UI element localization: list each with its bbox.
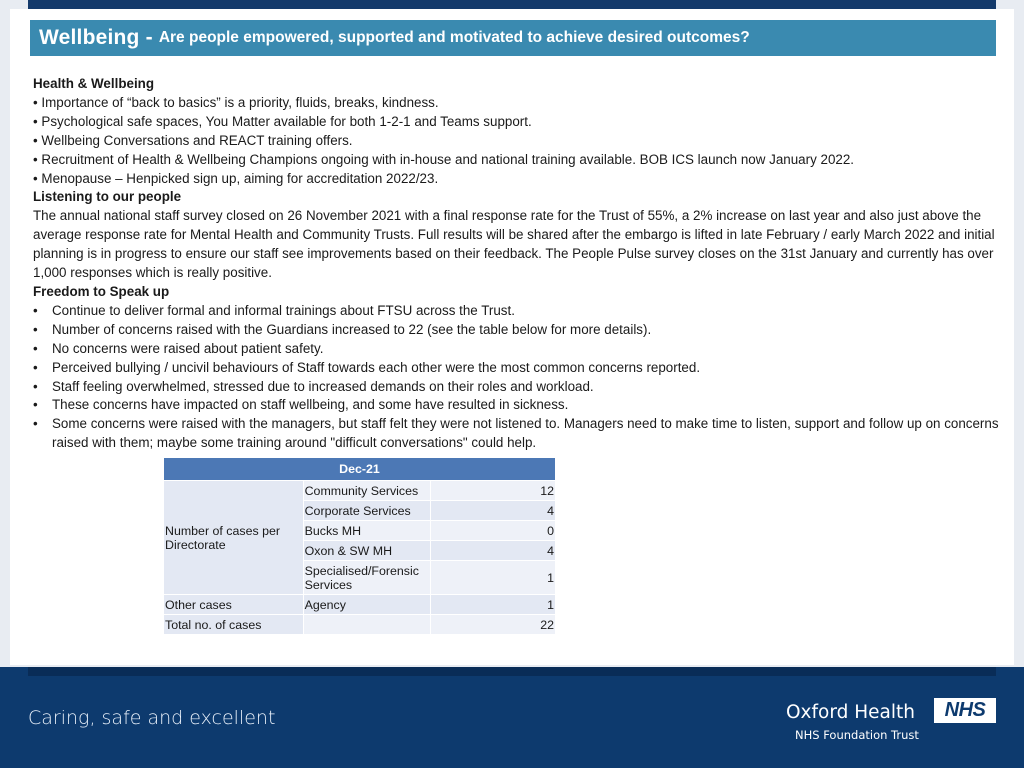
ftsu-item-text: Continue to deliver formal and informal trainings about FTSU across the Trust. <box>52 302 515 318</box>
ftsu-item <box>33 378 1001 397</box>
table-row <box>164 481 556 501</box>
footer-accent-line <box>28 667 996 676</box>
total-spacer <box>303 615 430 635</box>
other-cases-label: Other cases <box>164 595 304 615</box>
bullet: • <box>33 378 38 394</box>
ftsu-item <box>33 396 1001 415</box>
directorate-label: Number of cases per Directorate <box>164 481 304 595</box>
case-count: 12 <box>430 481 555 501</box>
ftsu-heading: Freedom to Speak up <box>33 283 170 299</box>
top-accent-bar <box>28 0 996 9</box>
health-item: • Wellbeing Conversations and REACT training offers. <box>33 132 353 148</box>
ftsu-item <box>33 321 1001 340</box>
title-bar <box>30 20 996 56</box>
case-count: 1 <box>430 595 555 615</box>
page-subtitle: Are people empowered, supported and motivated to achieve desired outcomes? <box>158 29 750 46</box>
case-count: 4 <box>430 541 555 561</box>
table-row <box>164 615 556 635</box>
footer-tagline: Caring, safe and excellent <box>28 707 276 729</box>
org-subtitle: NHS Foundation Trust <box>795 728 919 742</box>
bullet: • <box>33 302 38 318</box>
ftsu-item-text: Some concerns were raised with the managers, but staff felt they were not listened to. Managers need to make time to listen, support and follow up on concerns raised with them; maybe some training around "difficult conversations" could help. <box>52 416 999 451</box>
ftsu-item-text: Number of concerns raised with the Guardians increased to 22 (see the table below for more details). <box>52 321 652 337</box>
service-name: Community Services <box>303 481 430 501</box>
page-title: Wellbeing - <box>39 26 153 49</box>
health-item: • Psychological safe spaces, You Matter available for both 1-2-1 and Teams support. <box>33 113 532 129</box>
ftsu-item <box>33 415 1001 453</box>
listening-heading: Listening to our people <box>33 189 182 205</box>
total-count: 22 <box>430 615 555 635</box>
ftsu-item <box>33 340 1001 359</box>
case-count: 4 <box>430 501 555 521</box>
ftsu-item <box>33 359 1001 378</box>
table-header: Dec-21 <box>164 458 556 481</box>
service-name: Specialised/Forensic Services <box>303 561 430 595</box>
ftsu-item-text: These concerns have impacted on staff wellbeing, and some have resulted in sickness. <box>52 397 569 413</box>
table-row <box>164 595 556 615</box>
service-name: Oxon & SW MH <box>303 541 430 561</box>
content-body <box>33 75 1001 453</box>
case-count: 1 <box>430 561 555 595</box>
service-name: Agency <box>303 595 430 615</box>
service-name: Corporate Services <box>303 501 430 521</box>
total-label: Total no. of cases <box>164 615 304 635</box>
bullet: • <box>33 397 38 413</box>
ftsu-item <box>33 302 1001 321</box>
org-name: Oxford Health <box>786 702 915 723</box>
listening-text: The annual national staff survey closed on 26 November 2021 with a final response rate for the Trust of 55%, a 2% increase on last year and also just above the average response rate for Mental Health and Community Trusts. Full results will be shared after the embargo is lifted in late February / early March 2022 and initial planning is in progress to ensure our staff see improvements based on their feedback. The People Pulse survey closes on the 31st January and currently has over 1,000 responses which is really positive. <box>33 208 995 281</box>
health-item: • Importance of “back to basics” is a priority, fluids, breaks, kindness. <box>33 94 439 110</box>
bullet: • <box>33 359 38 375</box>
bullet: • <box>33 340 38 356</box>
concerns-table <box>163 457 556 635</box>
ftsu-item-text: Perceived bullying / uncivil behaviours of Staff towards each other were the most common concerns reported. <box>52 359 701 375</box>
service-name: Bucks MH <box>303 521 430 541</box>
bullet: • <box>33 321 38 337</box>
ftsu-item-text: No concerns were raised about patient safety. <box>52 340 324 356</box>
health-item: • Recruitment of Health & Wellbeing Champions ongoing with in-house and national training available. BOB ICS launch now January 2022. <box>33 151 855 167</box>
ftsu-item-text: Staff feeling overwhelmed, stressed due to increased demands on their roles and workload. <box>52 378 594 394</box>
health-item: • Menopause – Henpicked sign up, aiming for accreditation 2022/23. <box>33 170 439 186</box>
case-count: 0 <box>430 521 555 541</box>
bullet: • <box>33 416 38 432</box>
nhs-logo-icon: NHS <box>934 698 996 723</box>
health-heading: Health & Wellbeing <box>33 76 155 91</box>
